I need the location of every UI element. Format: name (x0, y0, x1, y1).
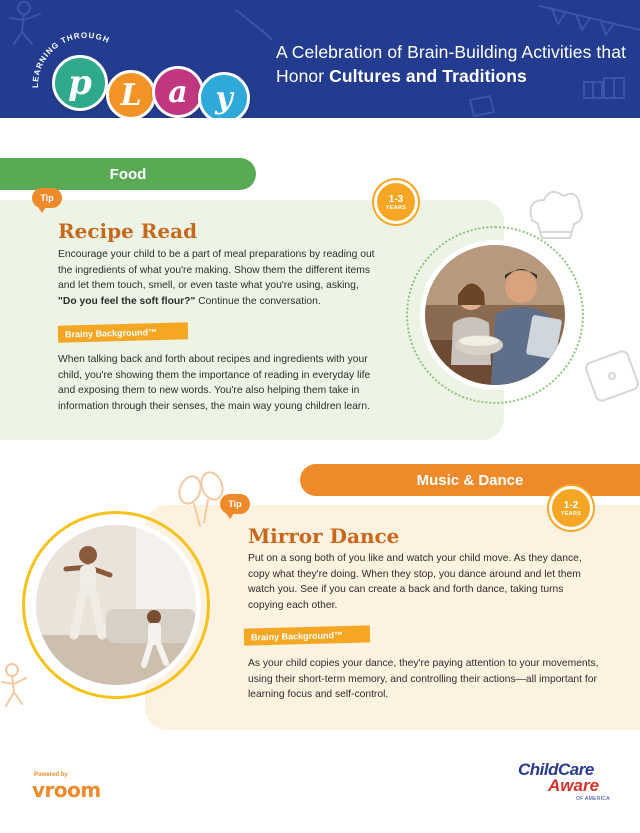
logo-letter-p: p (52, 55, 108, 111)
food-activity-description (58, 247, 380, 309)
music-activity-description: Put on a song both of you like and watch your child move. As they dance, copy what they're doing. When they stop, you dance around and let them watch you. See if you can create a back and forth dance, taking turns copying each other. (248, 553, 582, 611)
section-bar-music-dance: Music & Dance (300, 464, 640, 496)
tip-badge-music: Tip (220, 494, 250, 514)
activity-title-recipe-read: Recipe Read (58, 219, 198, 243)
activity-title-mirror-dance: Mirror Dance (248, 524, 400, 548)
age-badge-music (549, 486, 593, 530)
title-prefix: A Celebration of Brain-Building Activities that Honor (276, 42, 627, 86)
page-title (276, 40, 636, 88)
page-header (0, 0, 640, 118)
photo-father-daughter-cooking (420, 240, 570, 390)
description-bold-question: "Do you feel the soft flour?" (58, 295, 196, 307)
age-unit: YEARS (560, 510, 582, 517)
title-bold: Cultures and Traditions (329, 66, 527, 86)
dancing-photo-illustration (36, 525, 196, 685)
music-brainy-background-text: As your child copies your dance, they're paying attention to your movements, using their short-term memory, and controlling their actions—all important for learning focus and self-control. (248, 658, 599, 701)
cooking-photo-illustration (425, 245, 565, 385)
age-range: 1-2 (563, 499, 579, 511)
age-range: 1-3 (388, 193, 404, 205)
age-badge-food (374, 180, 418, 224)
logo-arc-label: LEARNING THROUGH (30, 30, 112, 89)
food-brainy-background-text: When talking back and forth about recipes and ingredients with your child, you're showing them the importance of reading in everyday life and exposing them to new words. You're also helping them take in information through their senses, the main way young children learn. (58, 354, 371, 412)
cca-line-1: ChildCare (518, 760, 594, 779)
vroom-powered-by: Powered by (34, 772, 68, 778)
age-unit: YEARS (385, 204, 407, 211)
cca-line-3: OF AMERICA (576, 796, 610, 802)
childcare-aware-logo (518, 760, 618, 802)
logo-letter-a: a (152, 66, 204, 118)
logo-letter-y: y (198, 72, 250, 118)
description-text-end: Continue the conversation. (195, 295, 321, 307)
cca-line-2: Aware (548, 776, 600, 795)
logo-letter-l: L (106, 70, 156, 118)
section-bar-food: Food (0, 158, 256, 190)
photo-mother-daughter-dancing (31, 520, 201, 690)
vroom-wordmark: vroom (32, 778, 101, 802)
vroom-logo (32, 772, 101, 802)
description-text: Encourage your child to be a part of meal preparations by reading out the ingredients of what you're making. Show them the different items and let them touch, smell, or even taste what you're using, asking, (58, 249, 375, 292)
tip-badge-food: Tip (32, 188, 62, 208)
brainy-background-label-music: Brainy Background™ (244, 625, 370, 645)
brainy-background-label-food: Brainy Background™ (58, 322, 188, 342)
